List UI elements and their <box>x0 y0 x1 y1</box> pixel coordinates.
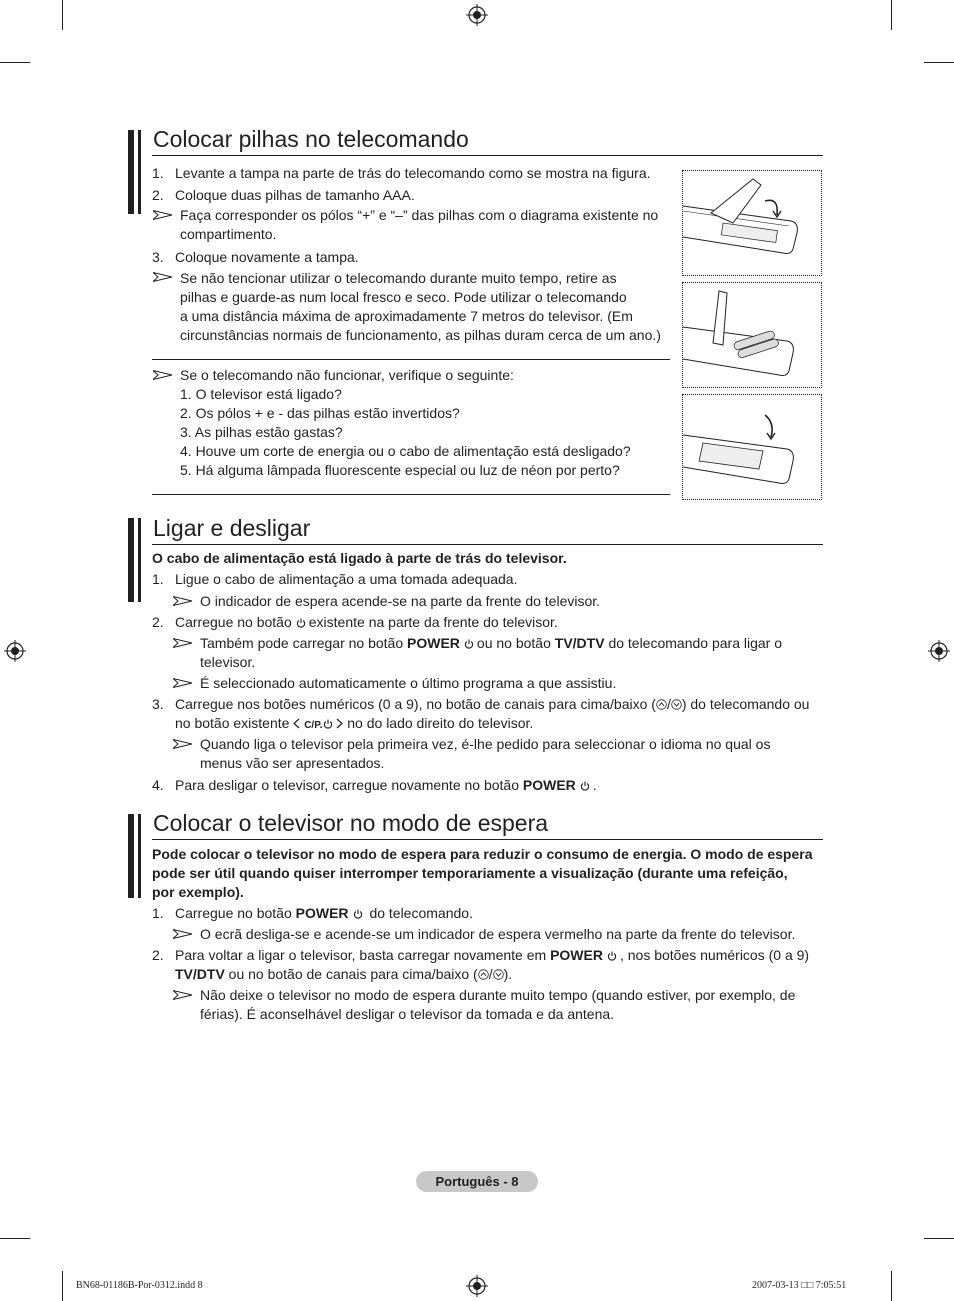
divider <box>152 359 670 360</box>
arrow-note-icon <box>173 596 193 606</box>
note-text: Se não tencionar utilizar o telecomando durante muito tempo, retire as <box>180 270 617 286</box>
note-text: menus vão ser apresentados. <box>200 755 385 771</box>
remote-illustration <box>683 171 821 275</box>
step-number: 3. <box>152 249 164 265</box>
note-text: É seleccionado automaticamente o último programa a que assistiu. <box>200 675 617 691</box>
note-text: televisor. <box>200 654 256 670</box>
arrow-note-icon <box>173 638 193 648</box>
figure-insert-batteries <box>682 282 822 388</box>
registration-mark-icon <box>4 640 26 662</box>
section-rule <box>152 155 823 156</box>
step-number: 2. <box>152 947 164 963</box>
note-text: Quando liga o televisor pela primeira vez, é-lhe pedido para seleccionar o idioma no qual os <box>200 736 771 752</box>
note-text: Não deixe o televisor no modo de espera durante muito tempo (quando estiver, por exemplo, de <box>200 987 796 1003</box>
note-text: pilhas e guarde-as num local fresco e seco. Pode utilizar o telecomando <box>180 289 627 305</box>
crop-mark <box>891 0 892 30</box>
remote-illustration <box>683 395 821 499</box>
checklist-item: 5. Há alguma lâmpada fluorescente especial ou luz de néon por perto? <box>180 462 620 478</box>
step-text: Coloque duas pilhas de tamanho AAA. <box>175 187 415 203</box>
step-number: 3. <box>152 696 164 712</box>
crop-mark <box>0 62 30 63</box>
lead-text: pode ser útil quando quiser interromper temporariamente a visualização (durante uma refeição, <box>152 865 788 881</box>
registration-mark-icon <box>928 640 950 662</box>
figure-close-cover <box>682 394 822 500</box>
chevron-right-icon <box>336 718 343 729</box>
remote-illustration <box>683 283 821 387</box>
arrow-note-icon <box>173 990 193 1000</box>
step-text: Para voltar a ligar o televisor, basta carregar novamente em POWER , nos botões numéricos (0 a 9) <box>175 947 810 963</box>
step-text: Levante a tampa na parte de trás do telecomando como se mostra na figura. <box>175 165 651 181</box>
power-icon <box>353 909 363 919</box>
crop-mark <box>62 1271 63 1301</box>
divider <box>152 494 670 495</box>
page-number-badge: Português - 8 <box>416 1171 538 1192</box>
power-icon <box>296 618 306 628</box>
section-title: Colocar o televisor no modo de espera <box>153 810 549 836</box>
note-text: compartimento. <box>180 226 277 242</box>
channel-up-icon <box>478 969 489 980</box>
print-slug-right: 2007-03-13 □□ 7:05:51 <box>752 1280 847 1291</box>
step-text: no botão existente C/P. no do lado direito do televisor. <box>175 715 534 731</box>
note-text: Também pode carregar no botão POWER ou no botão TV/DTV do telecomando para ligar o <box>200 635 782 651</box>
section-rule <box>152 544 823 545</box>
section-title: Ligar e desligar <box>153 515 311 541</box>
section-bar <box>128 130 134 214</box>
step-number: 1. <box>152 905 164 921</box>
step-text: Carregue no botão existente na parte da frente do televisor. <box>175 614 558 630</box>
arrow-note-icon <box>153 272 173 282</box>
note-text: Se o telecomando não funcionar, verifique o seguinte: <box>180 367 514 383</box>
arrow-note-icon <box>173 929 193 939</box>
step-number: 2. <box>152 614 164 630</box>
checklist-item: 2. Os pólos + e - das pilhas estão invertidos? <box>180 405 460 421</box>
step-text: Ligue o cabo de alimentação a uma tomada adequada. <box>175 571 518 587</box>
step-text: Carregue no botão POWER do telecomando. <box>175 905 473 921</box>
section-bar <box>128 814 134 898</box>
registration-mark-icon <box>466 1275 488 1297</box>
section-bar <box>138 518 141 602</box>
arrow-note-icon <box>173 739 193 749</box>
lead-text: O cabo de alimentação está ligado à parte de trás do televisor. <box>152 550 567 566</box>
power-icon <box>464 639 474 649</box>
step-text: Coloque novamente a tampa. <box>175 249 359 265</box>
channel-up-icon <box>656 699 667 710</box>
arrow-note-icon <box>153 210 173 220</box>
power-icon <box>580 781 590 791</box>
checklist-item: 1. O televisor está ligado? <box>180 386 342 402</box>
note-text: férias). É aconselhável desligar o televisor da tomada e da antena. <box>200 1006 615 1022</box>
note-text: a uma distância máxima de aproximadamente 7 metros do televisor. (Em <box>180 308 633 324</box>
crop-mark <box>891 1271 892 1301</box>
crop-mark <box>0 1238 30 1239</box>
note-text: circunstâncias normais de funcionamento, as pilhas duram cerca de um ano.) <box>180 327 661 343</box>
step-text: TV/DTV ou no botão de canais para cima/baixo ( / ). <box>175 966 513 982</box>
channel-down-icon <box>671 699 682 710</box>
note-text: Faça corresponder os pólos “+” e “–” das pilhas com o diagrama existente no <box>180 207 659 223</box>
power-icon <box>607 951 617 961</box>
print-slug-left: BN68-01186B-Por-0312.indd 8 <box>76 1280 203 1291</box>
section-bar <box>138 814 141 898</box>
lead-text: por exemplo). <box>152 884 244 900</box>
section-bar <box>128 518 134 602</box>
crop-mark <box>62 0 63 30</box>
crop-mark <box>924 1238 954 1239</box>
chevron-left-icon <box>293 718 300 729</box>
section-rule <box>152 839 823 840</box>
checklist-item: 4. Houve um corte de energia ou o cabo de alimentação está desligado? <box>180 443 631 459</box>
lead-text: Pode colocar o televisor no modo de espera para reduzir o consumo de energia. O modo de espera <box>152 846 813 862</box>
step-number: 4. <box>152 777 164 793</box>
power-icon <box>323 719 333 729</box>
section-title: Colocar pilhas no telecomando <box>153 126 469 152</box>
step-number: 1. <box>152 165 164 181</box>
registration-mark-icon <box>466 4 488 26</box>
arrow-note-icon <box>153 370 173 380</box>
crop-mark <box>924 62 954 63</box>
step-number: 2. <box>152 187 164 203</box>
step-text: Carregue nos botões numéricos (0 a 9), no botão de canais para cima/baixo ( / ) do telecomando ou <box>175 696 810 712</box>
step-text: Para desligar o televisor, carregue novamente no botão POWER . <box>175 777 597 793</box>
arrow-note-icon <box>173 678 193 688</box>
checklist-item: 3. As pilhas estão gastas? <box>180 424 343 440</box>
section-bar <box>138 130 141 214</box>
note-text: O indicador de espera acende-se na parte da frente do televisor. <box>200 593 601 609</box>
note-text: O ecrã desliga-se e acende-se um indicador de espera vermelho na parte da frente do televisor. <box>200 926 796 942</box>
step-number: 1. <box>152 571 164 587</box>
figure-open-cover <box>682 170 822 276</box>
channel-down-icon <box>493 969 504 980</box>
